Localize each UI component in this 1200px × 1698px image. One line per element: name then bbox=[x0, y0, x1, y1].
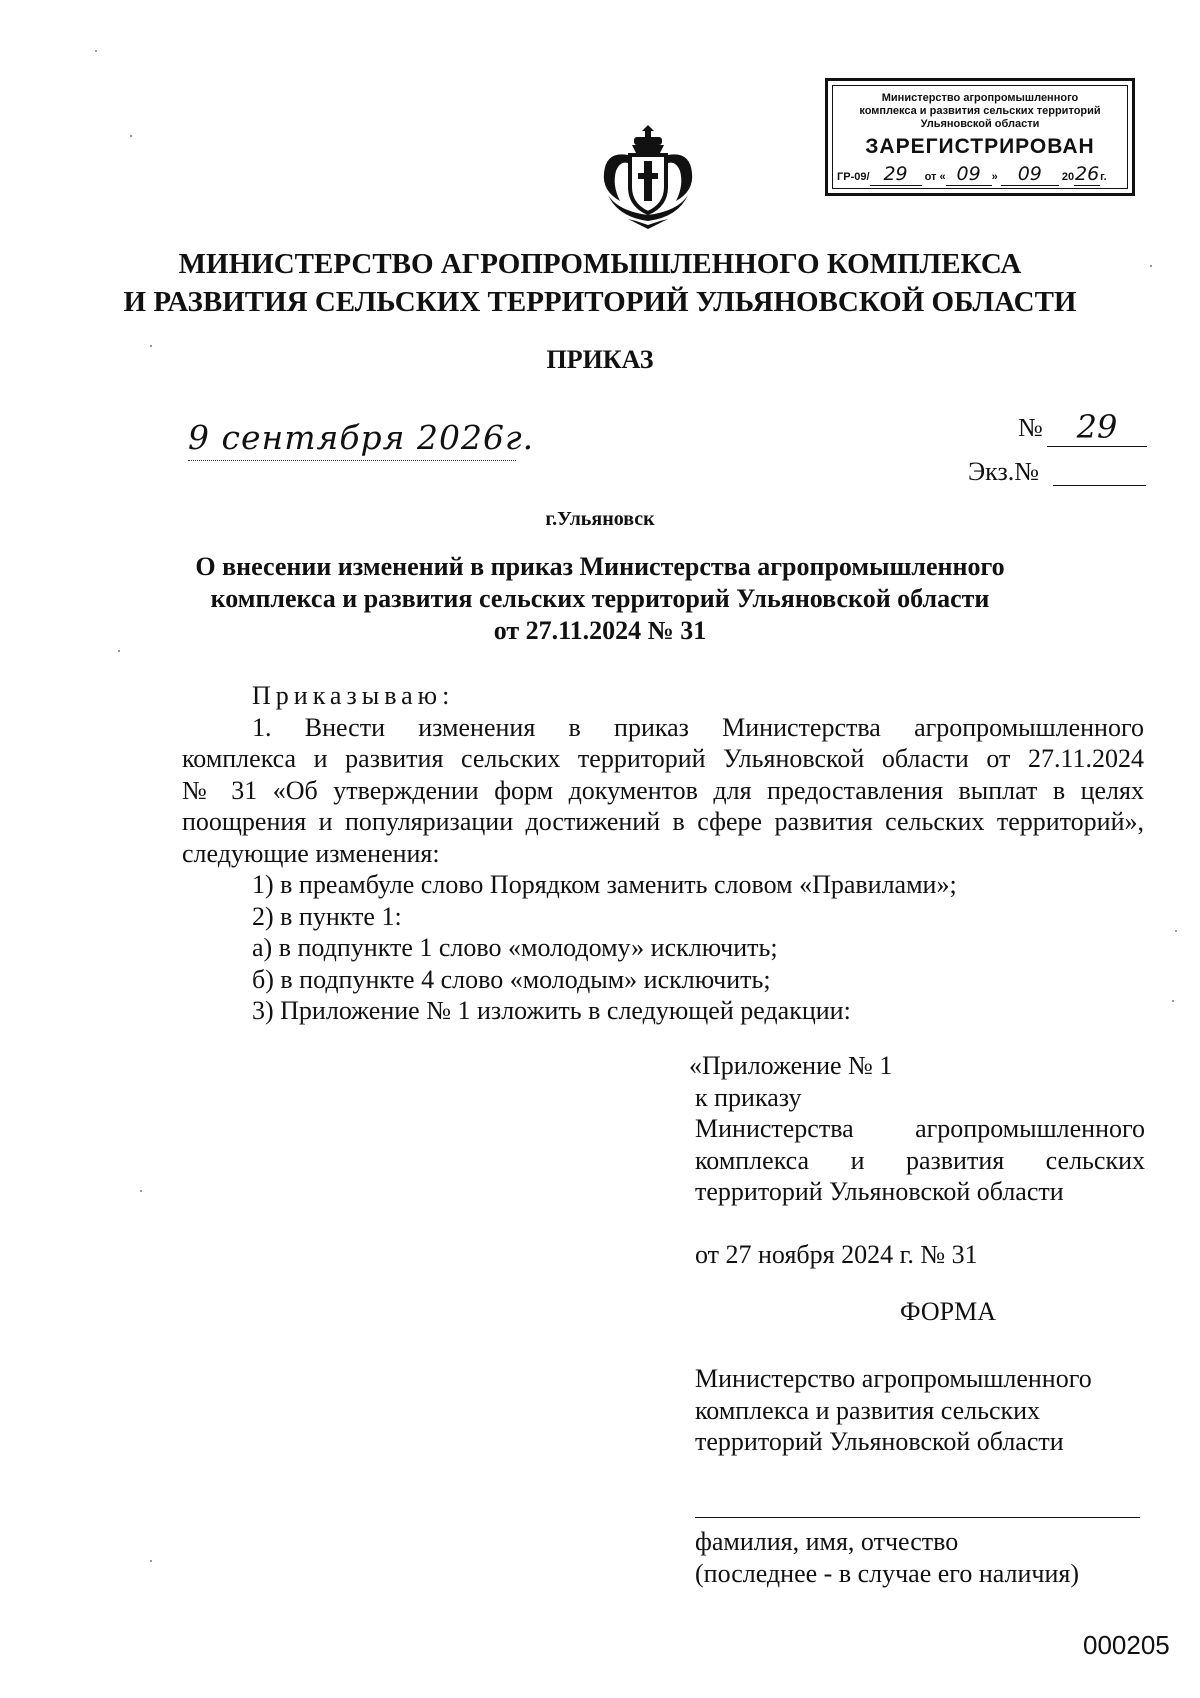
copy-number-line bbox=[1053, 485, 1146, 486]
fio-caption bbox=[695, 1526, 1079, 1589]
appendix-line-4: комплекса и развития сельских bbox=[695, 1145, 1145, 1175]
item-2b: б) в подпункте 4 слово «молодым» исключить; bbox=[252, 964, 771, 994]
item-3: 3) Приложение № 1 изложить в следующей редакции: bbox=[252, 996, 851, 1025]
order-word: Приказываю: bbox=[252, 681, 455, 710]
paragraph-1-line-1: 1. Внести изменения в приказ Министерства агропромышленного bbox=[252, 712, 1144, 742]
paragraph-1-line-5: следующие изменения: bbox=[182, 838, 440, 868]
item-2: 2) в пункте 1: bbox=[252, 901, 402, 931]
order-body bbox=[182, 680, 1144, 1027]
ministry-line-1: МИНИСТЕРСТВО АГРОПРОМЫШЛЕННОГО КОМПЛЕКСА bbox=[178, 248, 1022, 280]
appendix-line-3: Министерства агропромышленного bbox=[695, 1114, 1145, 1143]
fio-caption-line-2: (последнее - в случае его наличия) bbox=[695, 1558, 1079, 1588]
scan-speck bbox=[150, 345, 152, 347]
registration-stamp bbox=[825, 78, 1135, 196]
item-1: 1) в преамбуле слово Порядком заменить словом «Правилами»; bbox=[252, 870, 957, 899]
addressee-line-3: территорий Ульяновской области bbox=[695, 1427, 1064, 1456]
ministry-line-2: И РАЗВИТИЯ СЕЛЬСКИХ ТЕРРИТОРИЙ УЛЬЯНОВСКОЙ ОБЛАСТИ bbox=[123, 286, 1077, 318]
stamp-line-1: Министерство агропромышленного bbox=[881, 92, 1079, 104]
ministry-header bbox=[0, 245, 1200, 321]
stamp-reg-no: 29 bbox=[870, 163, 922, 186]
handwritten-date: 9 сентября 2026г. bbox=[188, 418, 535, 457]
number-label: № bbox=[1018, 413, 1043, 442]
stamp-sep: » bbox=[991, 171, 998, 183]
fio-caption-line-1: фамилия, имя, отчество bbox=[695, 1527, 959, 1556]
appendix-line-2: к приказу bbox=[695, 1082, 802, 1112]
stamp-reg-number bbox=[833, 163, 1127, 186]
scan-speck bbox=[1172, 1000, 1174, 1002]
date-underline bbox=[188, 460, 516, 461]
title-line-1: О внесении изменений в приказ Министерства агропромышленного bbox=[195, 552, 1005, 581]
scan-speck bbox=[1150, 265, 1152, 267]
stamp-year-suffix: 26 bbox=[1075, 163, 1100, 185]
scan-speck bbox=[140, 1190, 142, 1192]
coat-of-arms-icon bbox=[598, 125, 698, 230]
stamp-ministry-text bbox=[833, 92, 1127, 131]
doc-type-heading: ПРИКАЗ bbox=[546, 345, 654, 374]
fio-signature-line bbox=[695, 1517, 1140, 1518]
stamp-year-prefix: 20 bbox=[1061, 171, 1075, 183]
appendix-line-5: территорий Ульяновской области bbox=[695, 1177, 1064, 1206]
stamp-line-2: комплекса и развития сельских территорий bbox=[859, 105, 1101, 117]
appendix-header bbox=[689, 1050, 1145, 1270]
scan-speck bbox=[150, 1560, 152, 1562]
stamp-day: 09 bbox=[946, 163, 992, 186]
title-line-2: комплекса и развития сельских территорий Ульяновской области bbox=[210, 584, 990, 613]
addressee-line-2: комплекса и развития сельских bbox=[695, 1395, 1041, 1425]
stamp-status: ЗАРЕГИСТРИРОВАН bbox=[865, 135, 1095, 158]
stamp-line-3: Ульяновской области bbox=[920, 118, 1040, 130]
document-title bbox=[0, 551, 1200, 647]
addressee-line-1: Министерство агропромышленного bbox=[695, 1364, 1092, 1393]
scan-speck bbox=[1175, 930, 1177, 932]
stamp-inner-border bbox=[832, 85, 1128, 189]
form-addressee bbox=[695, 1363, 1092, 1458]
scan-speck bbox=[130, 135, 132, 137]
stamp-month: 09 bbox=[1001, 163, 1059, 186]
stamp-from-label: от « bbox=[924, 171, 946, 183]
item-2a: а) в подпункте 1 слово «молодому» исключить; bbox=[252, 933, 778, 962]
stamp-g: г. bbox=[1100, 171, 1107, 183]
order-number: 29 bbox=[1047, 408, 1147, 447]
scan-speck bbox=[95, 50, 97, 52]
scan-speck bbox=[118, 650, 120, 652]
copy-label: Экз.№ bbox=[968, 457, 1040, 486]
appendix-line-6: от 27 ноября 2024 г. № 31 bbox=[695, 1239, 978, 1269]
paragraph-1-line-3: № 31 «Об утверждении форм документов для предоставления выплат в целях bbox=[182, 775, 1144, 805]
city: г.Ульяновск bbox=[545, 508, 655, 530]
paragraph-1-line-4: поощрения и популяризации достижений в сфере развития сельских территорий», bbox=[182, 807, 1144, 836]
title-line-3: от 27.11.2024 № 31 bbox=[493, 616, 707, 645]
stamp-prefix: ГР-09/ bbox=[837, 171, 870, 183]
page-serial-number: 000205 bbox=[1083, 1630, 1170, 1660]
appendix-line-1: «Приложение № 1 bbox=[689, 1051, 893, 1080]
paragraph-1-line-2: комплекса и развития сельских территорий Ульяновской области от 27.11.2024 bbox=[182, 744, 1144, 773]
form-title: ФОРМА bbox=[900, 1297, 996, 1326]
